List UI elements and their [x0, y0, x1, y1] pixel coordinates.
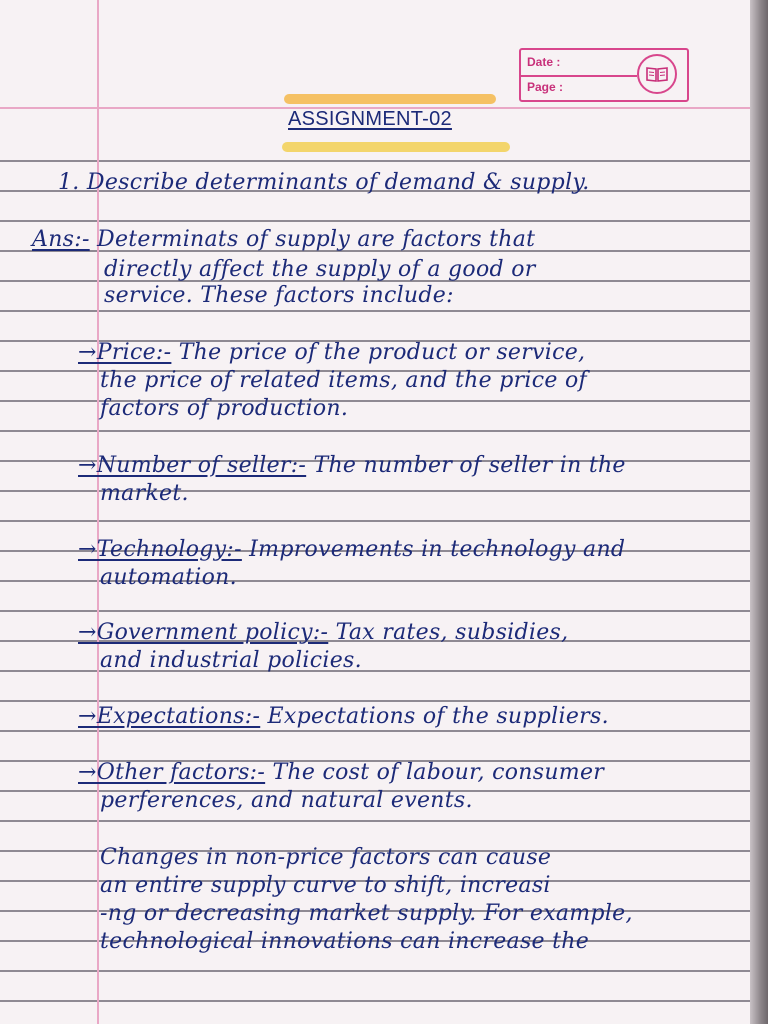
item-sellers-line-2: market.: [100, 481, 189, 506]
intro-line-3: service. These factors include:: [104, 283, 454, 308]
intro-line-2: directly affect the supply of a good or: [104, 257, 536, 282]
item-sellers-term: →Number of seller:-: [78, 453, 307, 478]
closing-line-2: an entire supply curve to shift, increasi: [100, 873, 551, 898]
item-expectations: [78, 704, 609, 729]
question-text: 1. Describe determinants of demand & supply.: [58, 170, 590, 195]
item-technology-line-2: automation.: [100, 565, 237, 590]
title-highlight-bottom: [282, 142, 510, 152]
item-other-term: →Other factors:-: [78, 760, 266, 785]
open-book-icon-graphic: [646, 66, 668, 82]
date-label: Date :: [527, 55, 561, 69]
closing-line-1: Changes in non-price factors can cause: [100, 845, 552, 870]
item-price-term: →Price:-: [78, 340, 172, 365]
item-price-line-3: factors of production.: [100, 396, 349, 421]
title-highlight-top: [284, 94, 496, 104]
date-box-divider: [521, 75, 637, 77]
closing-line-3: -ng or decreasing market supply. For example,: [100, 901, 633, 926]
item-sellers-line-1: The number of seller in the: [313, 453, 626, 478]
item-price-line-2: the price of related items, and the price of: [100, 368, 587, 393]
closing-line-4: technological innovations can increase the: [100, 929, 590, 954]
item-government: [78, 620, 568, 645]
item-other-line-2: perferences, and natural events.: [100, 788, 473, 813]
item-expectations-line-1: Expectations of the suppliers.: [267, 704, 609, 729]
item-other: [78, 760, 604, 785]
open-book-icon: [637, 54, 677, 94]
item-technology-line-1: Improvements in technology and: [249, 537, 626, 562]
assignment-title: ASSIGNMENT-02: [288, 108, 452, 130]
item-technology-term: →Technology:-: [78, 537, 242, 562]
answer-label-text: Ans:-: [32, 227, 90, 252]
answer-label: [32, 227, 535, 252]
item-government-line-1: Tax rates, subsidies,: [335, 620, 569, 645]
page-label: Page :: [527, 80, 564, 94]
intro-line-1: Determinats of supply are factors that: [97, 227, 536, 252]
date-page-box: [519, 48, 689, 102]
item-government-term: →Government policy:-: [78, 620, 329, 645]
item-government-line-2: and industrial policies.: [100, 648, 362, 673]
item-sellers: [78, 453, 626, 478]
page-edge: [750, 0, 768, 1024]
item-technology: [78, 537, 625, 562]
item-price: [78, 340, 585, 365]
item-other-line-1: The cost of labour, consumer: [272, 760, 605, 785]
item-expectations-term: →Expectations:-: [78, 704, 261, 729]
item-price-line-1: The price of the product or service,: [178, 340, 586, 365]
margin-line-vertical: [97, 0, 99, 1024]
